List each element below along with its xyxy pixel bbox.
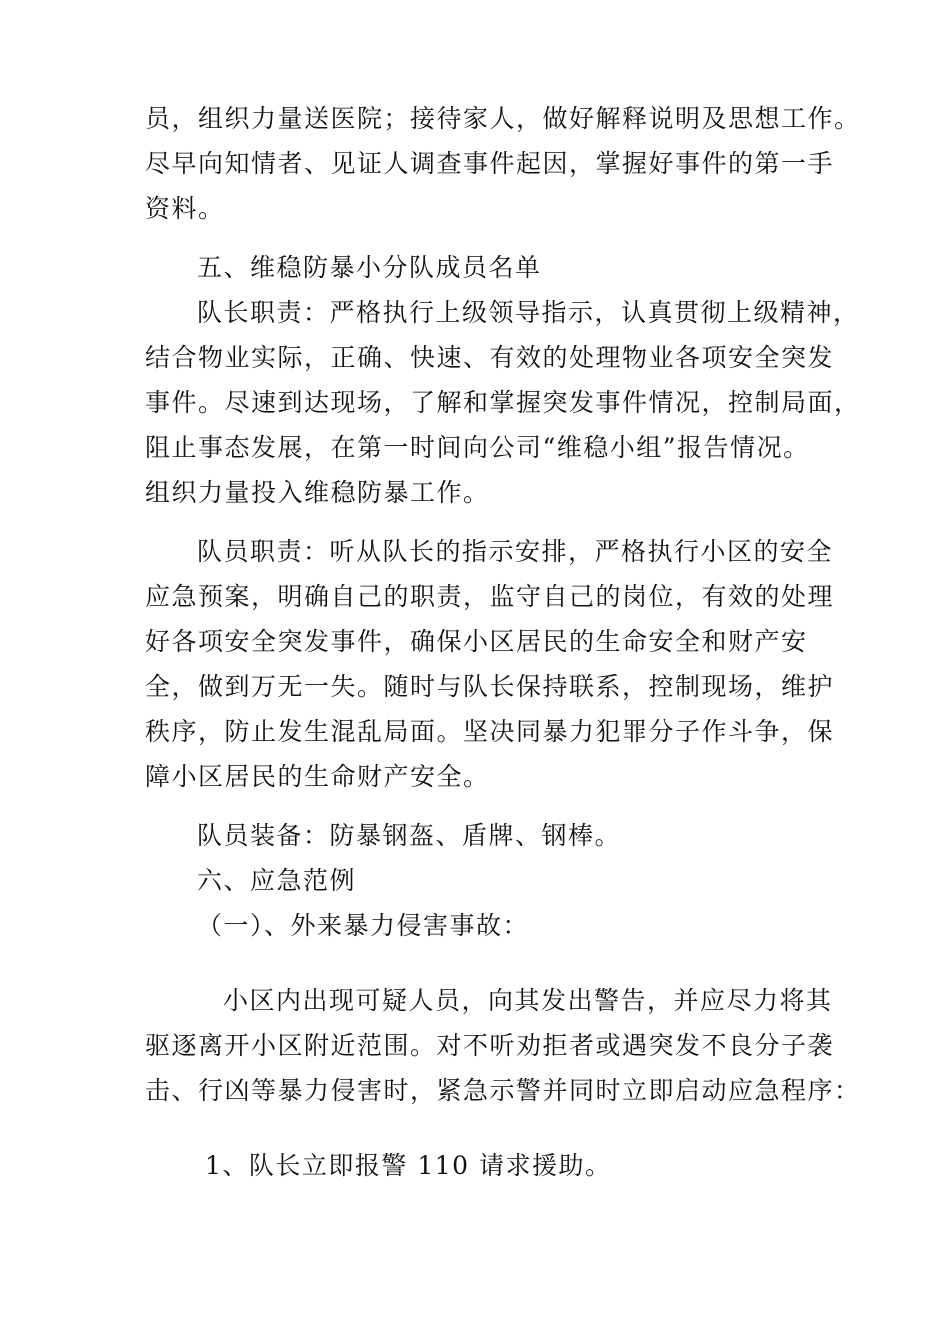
paragraph-line: 组织力量投入维稳防暴工作。 <box>145 478 490 507</box>
paragraph-line: 击、行凶等暴力侵害时，紧急示警并同时立即启动应急程序： <box>145 1076 861 1105</box>
paragraph-line: 秩序，防止发生混乱局面。坚决同暴力犯罪分子作斗争，保 <box>145 717 835 746</box>
section-heading-6: 六、应急范例 <box>197 866 357 895</box>
paragraph-line: 队员职责：听从队长的指示安排，严格执行小区的安全 <box>197 537 834 566</box>
paragraph-line: 结合物业实际，正确、快速、有效的处理物业各项安全突发 <box>145 343 835 372</box>
paragraph-line: 应急预案，明确自己的职责，监守自己的岗位，有效的处理 <box>145 582 835 611</box>
paragraph-line: 小区内出现可疑人员，向其发出警告，并应尽力将其 <box>223 986 833 1015</box>
paragraph-line: 障小区居民的生命财产安全。 <box>145 762 490 791</box>
paragraph-line: 队长职责：严格执行上级领导指示，认真贯彻上级精神， <box>197 298 860 327</box>
subsection-heading: （一）、外来暴力侵害事故： <box>197 911 530 940</box>
list-item: 1、队长立即报警 110 请求援助。 <box>205 1151 612 1180</box>
paragraph-line: 阻止事态发展，在第一时间向公司“维稳小组”报告情况。 <box>145 433 810 462</box>
paragraph-line: 驱逐离开小区附近范围。对不听劝拒者或遇突发不良分子袭 <box>145 1031 835 1060</box>
paragraph-line: 资料。 <box>145 194 225 223</box>
document-page <box>145 96 861 1188</box>
section-heading-5: 五、维稳防暴小分队成员名单 <box>197 253 542 282</box>
paragraph-line: 事件。尽速到达现场，了解和掌握突发事件情况，控制局面， <box>145 388 861 417</box>
equipment-line: 队员装备：防暴钢盔、盾牌、钢棒。 <box>197 821 622 850</box>
paragraph-line: 好各项安全突发事件，确保小区居民的生命安全和财产安 <box>145 627 808 656</box>
paragraph-line: 尽早向知情者、见证人调查事件起因，掌握好事件的第一手 <box>145 149 835 178</box>
paragraph-line: 员，组织力量送医院；接待家人，做好解释说明及思想工作。 <box>145 104 861 133</box>
paragraph-line: 全，做到万无一失。随时与队长保持联系，控制现场，维护 <box>145 672 835 701</box>
